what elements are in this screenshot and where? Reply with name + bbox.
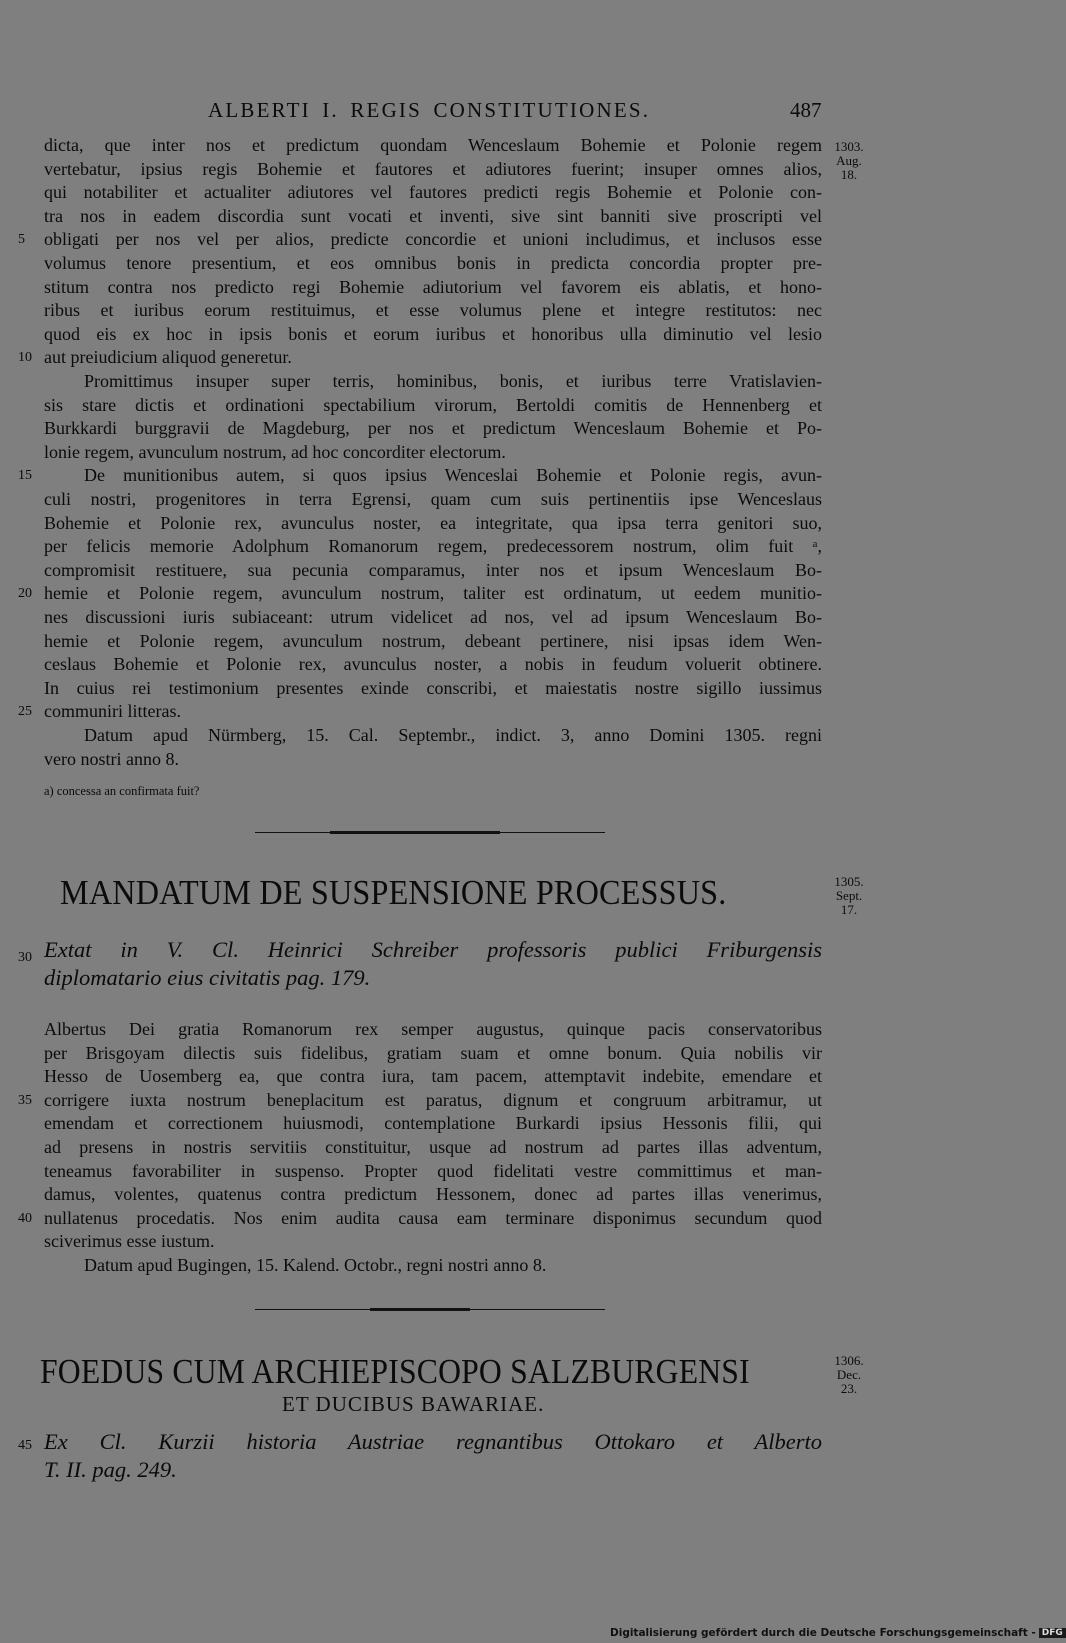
text-line: per felicis memorie Adolphum Romanorum regem, predecessorem nostrum, olim fuit ᵃ, [44, 536, 822, 557]
text-line: lonie regem, avunculum nostrum, ad hoc concorditer electorum. [44, 441, 506, 462]
text-line: volumus tenore presentium, et eos omnibus bonis in predicta concordia propter pre- [44, 253, 822, 273]
page-number: 487 [790, 98, 822, 122]
section-title: MANDATUM DE SUSPENSIONE PROCESSUS. [60, 873, 727, 912]
text-line: nullatenus procedatis. Nos enim audita causa eam terminare disponimus secundum quod [44, 1207, 822, 1228]
line-number: 15 [18, 468, 32, 484]
text-line: vero nostri anno 8. [44, 748, 179, 769]
text-line: Promittimus insuper super terris, hominibus, bonis, et iuribus terre Vratislavien- [84, 371, 822, 391]
text-line: ceslaus Bohemie et Polonie rex, avunculus noster, a nobis in feudum voluerit obtinere. [44, 654, 822, 675]
text-line: culi nostri, progenitores in terra Egrensi, quam cum suis pertinentiis ipse Wenceslaus [44, 489, 822, 509]
text-line: Bohemie et Polonie rex, avunculus noster, ea integritate, qua ipsa terra genitori suo, [44, 512, 822, 533]
digitization-notice: Digitalisierung gefördert durch die Deutsche Forschungsgemeinschaft - DFG [610, 1627, 1066, 1639]
footnote: a) concessa an confirmata fuit? [44, 784, 200, 798]
section-title: FOEDUS CUM ARCHIEPISCOPO SALZBURGENSI [40, 1352, 750, 1391]
section-subtitle: ET DUCIBUS BAWARIAE. [282, 1392, 545, 1416]
text-line: compromisit restituere, sua pecunia comparamus, inter nos et ipsum Wenceslaum Bo- [44, 559, 822, 580]
margin-date: 1303. Aug. 18. [834, 139, 864, 182]
margin-date: 1305. Sept. 17. [834, 874, 864, 917]
text-line: Burkkardi burggravii de Magdeburg, per nos et predictum Wenceslaum Bohemie et Po- [44, 418, 822, 439]
text-line: In cuius rei testimonium presentes exinde conscribi, et maiestatis nostre sigillo iussimus [44, 677, 822, 698]
text-line: qui notabiliter et actualiter adiutores vel fautores predicti regis Bohemie et Polonie con- [44, 182, 822, 203]
text-line: dicta, que inter nos et predictum quondam Wenceslaum Bohemie et Polonie regem [44, 135, 822, 155]
line-number: 30 [18, 950, 32, 965]
text-line: aut preiudicium aliquod generetur. [44, 347, 292, 368]
text-line: teneamus favorabiliter in suspenso. Propter quod fidelitati vestre committimus et man- [44, 1160, 822, 1181]
line-number: 35 [18, 1092, 32, 1108]
text-line: sis stare dictis et ordinationi spectabilium virorum, Bertoldi comitis de Hennenberg et [44, 394, 822, 415]
text-line: quod eis ex hoc in ipsis bonis et eorum iuribus et honoribus ulla diminutio vel lesio [44, 323, 822, 344]
text-line: stitum contra nos predicto regi Bohemie adiutorium vel favorem eis ablatis, et hono- [44, 276, 822, 297]
text-line: corrigere iuxta nostrum beneplacitum est paratus, dignum et congruum arbitramur, ut [44, 1089, 822, 1110]
running-header [0, 98, 1000, 128]
text-line: damus, volentes, quatenus contra predictum Hessonem, donec ad partes illas venerimus, [44, 1184, 822, 1205]
source-line: Ex Cl. Kurzii historia Austriae regnantibus Ottokaro et Alberto [44, 1429, 822, 1454]
divider-rule-thick [370, 1308, 470, 1311]
line-number: 20 [18, 586, 32, 602]
dfg-logo: DFG [1039, 1628, 1066, 1638]
line-number: 25 [18, 704, 32, 720]
text-line: vertebatur, ipsius regis Bohemie et fautores et adiutores fuerint; insuper omnes alios, [44, 158, 822, 179]
text-line: nes discussioni iuris subiaceant: utrum videlicet ad nos, vel ad ipsum Wenceslaum Bo- [44, 607, 822, 627]
text-line: Datum apud Nürmberg, 15. Cal. Septembr., indict. 3, anno Domini 1305. regni [84, 725, 822, 745]
source-line: Extat in V. Cl. Heinrici Schreiber professoris publici Friburgensis [44, 937, 822, 962]
line-number: 45 [18, 1438, 32, 1453]
text-line: De munitionibus autem, si quos ipsius Wenceslai Bohemie et Polonie regis, avun- [84, 465, 822, 486]
text-line: hemie et Polonie regem, avunculum nostrum, taliter est ordinatum, ut eedem munitio- [44, 583, 822, 604]
text-line: hemie et Polonie regem, avunculum nostrum, debeant pertinere, nisi ipsas idem Wen- [44, 630, 822, 651]
text-line: Albertus Dei gratia Romanorum rex semper augustus, quinque pacis conservatoribus [44, 1019, 822, 1039]
running-title: ALBERTI I. REGIS CONSTITUTIONES. [208, 98, 651, 122]
line-number: 5 [18, 232, 25, 248]
text-line: sciverimus esse iustum. [44, 1231, 215, 1252]
text-line: ribus et iuribus eorum restituimus, et esse volumus plene et integre restitutos: nec [44, 300, 822, 321]
divider-rule-thick [330, 831, 500, 834]
text-line: tra nos in eadem discordia sunt vocati et inventi, sive sint banniti sive proscripti vel [44, 205, 822, 226]
text-line: Hesso de Uosemberg ea, que contra iura, tam pacem, attemptavit indebite, emendare et [44, 1066, 822, 1087]
margin-date: 1306. Dec. 23. [834, 1353, 864, 1396]
text-line: emendam et correctionem huiusmodi, contemplatione Burkardi ipsius Hessonis filii, qui [44, 1113, 822, 1134]
text-line: ad presens in nostris servitiis constituitur, usque ad nostrum ad partes illas adventum, [44, 1137, 822, 1157]
text-line: obligati per nos vel per alios, predicte concordie et unioni includimus, et inclusos esse [44, 229, 822, 250]
text-line: per Brisgoyam dilectis suis fidelibus, gratiam suam et omne bonum. Quia nobilis vir [44, 1042, 822, 1063]
source-line: T. II. pag. 249. [44, 1457, 177, 1482]
line-number: 40 [18, 1210, 32, 1226]
text-line: Datum apud Bugingen, 15. Kalend. Octobr., regni nostri anno 8. [84, 1255, 547, 1275]
line-number: 10 [18, 350, 32, 366]
text-line: communiri litteras. [44, 701, 181, 722]
source-line: diplomatario eius civitatis pag. 179. [44, 965, 371, 990]
